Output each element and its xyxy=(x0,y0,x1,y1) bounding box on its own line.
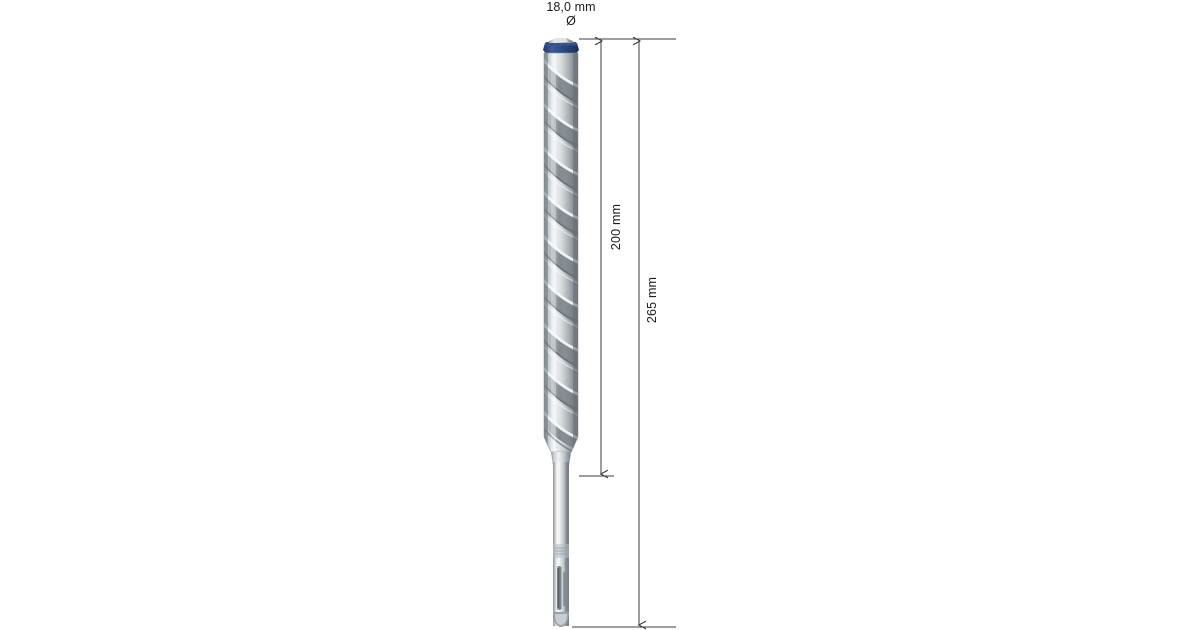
sds-shank xyxy=(553,462,569,627)
drill-body xyxy=(542,53,580,455)
carbide-tip xyxy=(543,38,579,55)
diameter-value: 18,0 mm xyxy=(546,0,596,14)
working-length-label: 200 mm xyxy=(609,203,624,251)
total-length-label: 265 mm xyxy=(645,276,660,324)
dimension-lines xyxy=(572,39,676,627)
drill-bit-illustration xyxy=(542,38,580,627)
diameter-symbol-icon: Ø xyxy=(566,14,576,28)
